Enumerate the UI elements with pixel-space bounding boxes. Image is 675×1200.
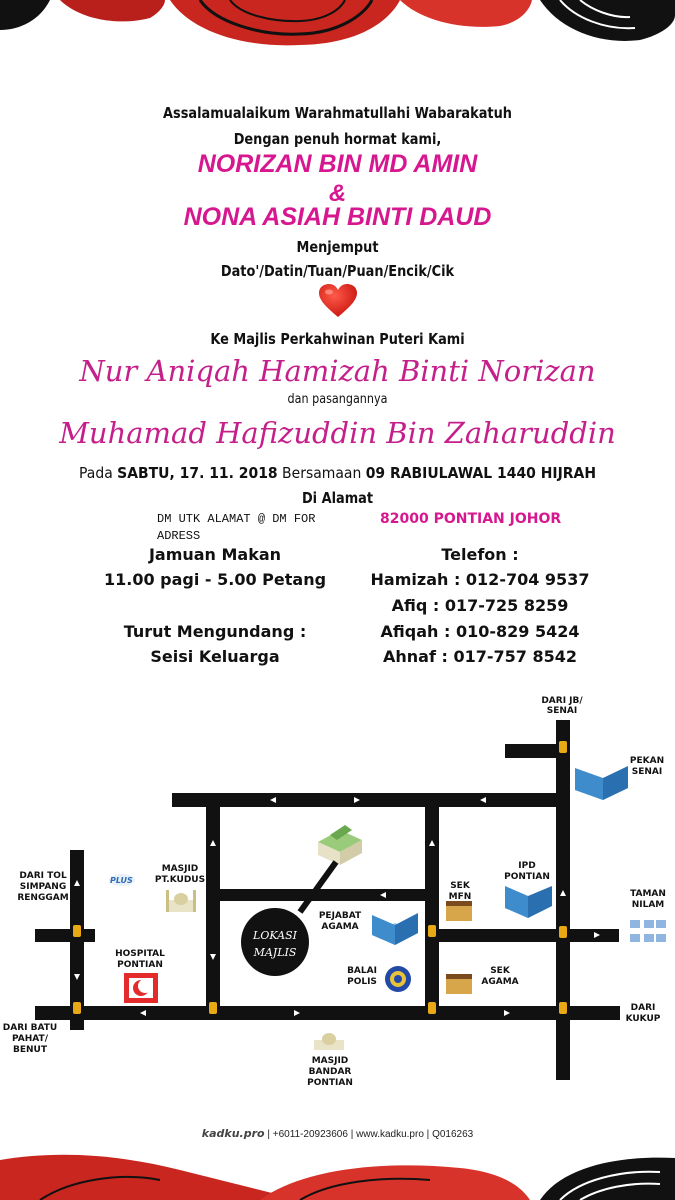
- address-note-line2: ADRESS: [157, 529, 201, 543]
- svg-text:KUKUP: KUKUP: [625, 1014, 661, 1024]
- co-invite-value: Seisi Keluarga: [150, 647, 280, 666]
- label-masjid-kudus: MASJID: [161, 864, 199, 874]
- label-hospital: HOSPITAL: [115, 949, 165, 959]
- address-city: 82000 PONTIAN JOHOR: [380, 511, 562, 527]
- masjid-bandar-icon: [314, 1033, 344, 1050]
- sek-mfn-icon: [446, 901, 472, 921]
- plus-logo-icon: [109, 874, 135, 886]
- location-map: [0, 680, 675, 1110]
- svg-text:PONTIAN: PONTIAN: [117, 960, 163, 970]
- connector-text: dan pasangannya: [287, 392, 388, 407]
- sek-agama-icon: [446, 974, 472, 994]
- footer-brand: kadku.pro: [201, 1127, 265, 1140]
- label-taman-nilam: TAMAN: [630, 889, 666, 899]
- footer-code: Q016263: [432, 1129, 474, 1140]
- road-middle-horizontal: [206, 889, 439, 901]
- invite-verb: Menjemput: [296, 238, 379, 256]
- label-balai-polis: BALAI: [347, 966, 377, 976]
- hospital-icon: [124, 973, 158, 1003]
- road-bottom: [35, 1006, 620, 1020]
- footer-site: www.kadku.pro: [356, 1129, 424, 1140]
- pejabat-agama-icon: [372, 913, 418, 945]
- pekan-senai-icon: [575, 766, 628, 800]
- greeting-respect: Dengan penuh hormat kami,: [233, 130, 442, 148]
- label-dari-kukup: DARI: [630, 1003, 656, 1013]
- label-masjid-bandar: MASJID: [311, 1056, 349, 1066]
- svg-text:PT.KUDUS: PT.KUDUS: [154, 875, 206, 885]
- label-pejabat-agama: PEJABAT: [318, 911, 362, 921]
- svg-text:NILAM: NILAM: [631, 900, 665, 910]
- date-prefix: Pada: [79, 464, 118, 482]
- co-invite-label: Turut Mengundang :: [123, 622, 307, 641]
- footer: kadku.pro | +6011-20923606 | www.kadku.pro | Q016263: [201, 1127, 474, 1140]
- balai-polis-icon: [385, 966, 411, 992]
- svg-text:SIMPANG: SIMPANG: [19, 882, 67, 892]
- ipd-pontian-icon: [505, 886, 552, 918]
- meal-time: 11.00 pagi - 5.00 Petang: [103, 570, 327, 589]
- address-note: [157, 511, 315, 545]
- svg-text:AGAMA: AGAMA: [481, 977, 519, 987]
- footer-phone: +6011-20923606: [272, 1129, 348, 1140]
- greeting-salam: Assalamualaikum Warahmatullahi Wabarakatuh: [163, 104, 512, 122]
- masjid-kudus-icon: [166, 890, 196, 912]
- lokasi-majlis-house-icon: [318, 825, 362, 865]
- svg-text:MFN: MFN: [448, 892, 472, 902]
- lokasi-majlis-marker: [241, 908, 309, 976]
- host-ampersand: &: [328, 180, 347, 207]
- occasion-text: Ke Majlis Perkahwinan Puteri Kami: [210, 330, 465, 348]
- phone-label: Telefon :: [441, 545, 519, 564]
- date-hijri: 09 RABIULAWAL 1440 HIJRAH: [365, 464, 596, 482]
- heart-icon: [318, 283, 358, 319]
- road-top: [172, 793, 560, 807]
- label-dari-batu-pahat: DARI BATU: [2, 1023, 58, 1033]
- meal-label: Jamuan Makan: [148, 545, 282, 564]
- label-sek-mfn: SEK: [450, 881, 470, 891]
- label-lokasi-majlis: LOKASI: [253, 929, 297, 942]
- svg-text:MAJLIS: MAJLIS: [253, 946, 297, 959]
- host-father-name: NORIZAN BIN MD AMIN: [197, 150, 478, 178]
- label-sek-agama: SEK: [490, 966, 510, 976]
- contact-item: Afiq : 017-725 8259: [391, 596, 569, 615]
- svg-text:BENUT: BENUT: [13, 1045, 47, 1055]
- road-mid-left: [206, 793, 220, 1013]
- svg-text:PONTIAN: PONTIAN: [504, 872, 550, 882]
- floral-bottom-border: [0, 1150, 675, 1200]
- date-mid: Bersamaan: [277, 464, 366, 482]
- svg-text:RENGGAM: RENGGAM: [17, 893, 69, 903]
- address-note-line1: DM UTK ALAMAT @ DM FOR: [157, 512, 316, 526]
- host-mother-name: NONA ASIAH BINTI DAUD: [183, 203, 492, 231]
- svg-text:PONTIAN: PONTIAN: [307, 1078, 353, 1088]
- floral-top-border: [0, 0, 675, 52]
- invite-guests: Dato'/Datin/Tuan/Puan/Encik/Cik: [220, 262, 455, 280]
- taman-nilam-icon: [630, 920, 666, 942]
- svg-text:SENAI: SENAI: [546, 706, 578, 716]
- label-ipd-pontian: IPD: [518, 861, 536, 871]
- contact-item: Hamizah : 012-704 9537: [370, 570, 590, 589]
- date-day: SABTU, 17. 11. 2018: [117, 464, 278, 482]
- svg-text:PLUS: PLUS: [110, 876, 133, 885]
- label-dari-tol: DARI TOL: [19, 871, 67, 881]
- contact-item: Ahnaf : 017-757 8542: [383, 647, 577, 666]
- bride-name: Nur Aniqah Hamizah Binti Norizan: [79, 354, 596, 388]
- svg-text:SENAI: SENAI: [631, 767, 663, 777]
- svg-text:AGAMA: AGAMA: [321, 922, 359, 932]
- contact-item: Afiqah : 010-829 5424: [380, 622, 580, 641]
- road-nilam: [439, 929, 619, 942]
- road-left-stub: [35, 929, 95, 942]
- groom-name: Muhamad Hafizuddin Bin Zaharuddin: [59, 416, 616, 450]
- label-pekan-senai: PEKAN: [629, 756, 665, 766]
- road-right-vertical: [556, 720, 570, 1080]
- event-date-line: [24, 464, 652, 482]
- address-label: Di Alamat: [301, 489, 374, 507]
- svg-text:PAHAT/: PAHAT/: [12, 1034, 48, 1044]
- road-mid-right: [425, 793, 439, 1013]
- svg-text:POLIS: POLIS: [347, 977, 377, 987]
- svg-text:BANDAR: BANDAR: [308, 1067, 352, 1077]
- label-dari-jb: DARI JB/: [541, 696, 583, 706]
- road-right-stub: [505, 744, 563, 758]
